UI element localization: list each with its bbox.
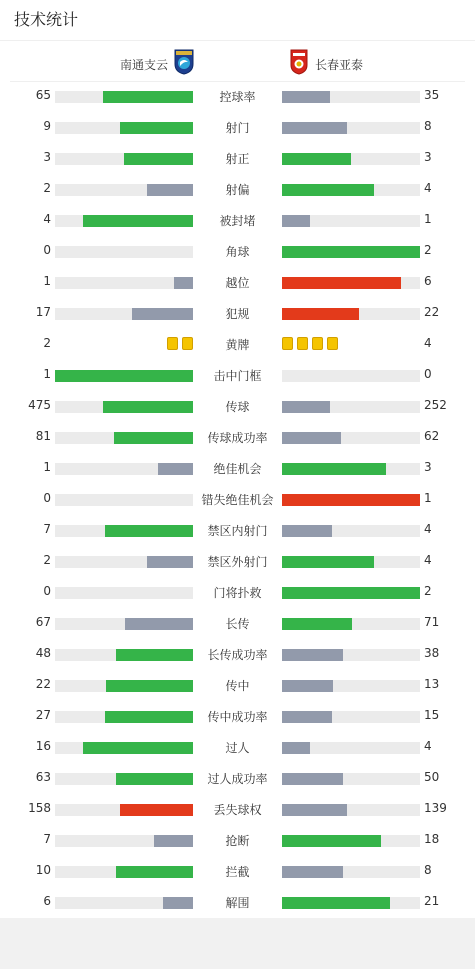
- stat-label: 传球: [225, 400, 250, 414]
- stat-row: [0, 391, 475, 422]
- stat-label: 射门: [225, 121, 250, 135]
- stat-label: 射偏: [225, 183, 250, 197]
- stat-row: [0, 825, 475, 856]
- away-stat-bar: [282, 773, 420, 785]
- away-stat-bar-fill: [282, 897, 390, 909]
- stat-row: [0, 763, 475, 794]
- home-stat-value: 2: [43, 553, 51, 567]
- away-team-name: 长春亚泰: [315, 57, 364, 72]
- home-stat-value: 27: [35, 708, 51, 722]
- away-stat-value: 4: [424, 336, 432, 350]
- home-stat-bar-fill: [124, 153, 193, 165]
- away-stat-bar-fill: [282, 773, 343, 785]
- home-stat-value: 63: [35, 770, 51, 784]
- away-stat-bar: [282, 494, 420, 506]
- away-stat-bar: [282, 680, 420, 692]
- yellow-card-icon: [282, 337, 293, 350]
- home-stat-bar: [55, 680, 193, 692]
- stat-row: [0, 298, 475, 329]
- away-stat-value: 3: [424, 150, 432, 164]
- away-stat-bar-fill: [282, 184, 374, 196]
- home-stat-bar-fill: [83, 215, 193, 227]
- away-stat-bar-fill: [282, 463, 386, 475]
- away-stat-value: 13: [424, 677, 440, 691]
- stat-label: 长传: [225, 617, 250, 631]
- home-stat-bar-fill: [163, 897, 193, 909]
- away-stat-bar-fill: [282, 401, 330, 413]
- away-stat-bar: [282, 122, 420, 134]
- away-stat-value: 252: [424, 398, 447, 412]
- away-stat-value: 3: [424, 460, 432, 474]
- home-stat-value: 158: [28, 801, 51, 815]
- stat-label: 绝佳机会: [213, 462, 262, 476]
- away-stat-value: 62: [424, 429, 440, 443]
- away-stat-value: 2: [424, 243, 432, 257]
- away-stat-bar-fill: [282, 835, 381, 847]
- stat-row: [0, 174, 475, 205]
- home-stat-value: 48: [35, 646, 51, 660]
- home-stat-bar: [55, 866, 193, 878]
- stat-row: [0, 515, 475, 546]
- away-stat-bar: [282, 91, 420, 103]
- home-stat-bar: [55, 184, 193, 196]
- away-stat-bar-fill: [282, 525, 332, 537]
- home-stat-bar: [55, 153, 193, 165]
- home-stat-value: 7: [43, 522, 51, 536]
- stat-label: 越位: [225, 276, 250, 290]
- stat-row: [0, 484, 475, 515]
- home-stat-bar: [55, 215, 193, 227]
- home-stat-value: 4: [43, 212, 51, 226]
- away-yellow-cards: [282, 337, 338, 350]
- home-stat-value: 10: [35, 863, 51, 877]
- home-stat-bar-fill: [147, 184, 193, 196]
- away-stat-value: 8: [424, 863, 432, 877]
- home-stat-bar-fill: [83, 742, 193, 754]
- home-stat-bar-fill: [147, 556, 193, 568]
- away-stat-bar-fill: [282, 246, 420, 258]
- away-stat-value: 139: [424, 801, 447, 815]
- away-team[interactable]: [289, 49, 363, 79]
- home-stat-bar: [55, 525, 193, 537]
- yellow-card-icon: [182, 337, 193, 350]
- stat-row: [0, 236, 475, 267]
- home-stat-value: 16: [35, 739, 51, 753]
- yellow-card-icon: [297, 337, 308, 350]
- stat-row: [0, 81, 475, 112]
- home-stat-bar: [55, 401, 193, 413]
- away-stat-bar: [282, 215, 420, 227]
- away-stat-bar-fill: [282, 587, 420, 599]
- away-stat-bar: [282, 835, 420, 847]
- home-stat-bar: [55, 618, 193, 630]
- stat-row: [0, 267, 475, 298]
- stat-row: [0, 329, 475, 360]
- away-stat-bar: [282, 277, 420, 289]
- stat-label: 解围: [225, 896, 250, 910]
- stat-label: 被封堵: [219, 214, 256, 228]
- away-stat-bar: [282, 742, 420, 754]
- away-stat-bar: [282, 370, 420, 382]
- stat-row: [0, 732, 475, 763]
- stat-label: 击中门框: [213, 369, 262, 383]
- home-stat-bar-fill: [158, 463, 193, 475]
- home-stat-bar: [55, 556, 193, 568]
- away-stat-bar: [282, 184, 420, 196]
- home-stat-bar-fill: [116, 773, 193, 785]
- home-stat-bar-fill: [103, 91, 193, 103]
- away-stat-value: 38: [424, 646, 440, 660]
- home-stat-bar: [55, 773, 193, 785]
- stat-row: [0, 453, 475, 484]
- away-stat-bar-fill: [282, 215, 310, 227]
- stat-row: [0, 422, 475, 453]
- stat-row: [0, 887, 475, 918]
- home-stat-bar: [55, 370, 193, 382]
- away-stat-bar-fill: [282, 742, 310, 754]
- home-stat-bar-fill: [154, 835, 193, 847]
- home-stat-bar-fill: [106, 680, 193, 692]
- stat-label: 抢断: [225, 834, 250, 848]
- away-stat-value: 22: [424, 305, 440, 319]
- away-stat-bar-fill: [282, 91, 330, 103]
- home-stat-value: 0: [43, 243, 51, 257]
- away-stat-bar: [282, 711, 420, 723]
- stat-row: [0, 608, 475, 639]
- away-stat-bar: [282, 866, 420, 878]
- away-stat-value: 6: [424, 274, 432, 288]
- home-stat-bar-fill: [116, 866, 193, 878]
- away-stat-bar-fill: [282, 122, 347, 134]
- away-stat-bar-fill: [282, 277, 401, 289]
- home-stat-value: 65: [35, 88, 51, 102]
- home-stat-bar: [55, 246, 193, 258]
- away-stat-value: 2: [424, 584, 432, 598]
- home-stat-bar: [55, 649, 193, 661]
- home-stat-value: 0: [43, 584, 51, 598]
- home-stat-bar: [55, 835, 193, 847]
- away-stat-value: 71: [424, 615, 440, 629]
- away-stat-value: 8: [424, 119, 432, 133]
- home-stat-bar-fill: [120, 804, 193, 816]
- home-stat-bar: [55, 432, 193, 444]
- changchun-yatai-crest-icon: [289, 49, 309, 79]
- home-stat-value: 9: [43, 119, 51, 133]
- stat-label: 角球: [225, 245, 250, 259]
- stat-label: 过人: [225, 741, 250, 755]
- away-stat-bar: [282, 556, 420, 568]
- home-stat-bar-fill: [116, 649, 193, 661]
- stat-row: [0, 546, 475, 577]
- stat-row: [0, 143, 475, 174]
- home-stat-bar: [55, 587, 193, 599]
- stat-label: 传中: [225, 679, 250, 693]
- home-stat-bar-fill: [125, 618, 193, 630]
- home-stat-bar: [55, 463, 193, 475]
- home-stat-bar: [55, 91, 193, 103]
- away-stat-value: 1: [424, 212, 432, 226]
- home-stat-bar: [55, 122, 193, 134]
- home-stat-bar-fill: [132, 308, 193, 320]
- away-stat-bar: [282, 804, 420, 816]
- stat-label: 门将扑救: [213, 586, 262, 600]
- stat-label: 禁区内射门: [207, 524, 268, 538]
- home-yellow-cards: [167, 337, 193, 350]
- teams-header: [0, 41, 475, 81]
- yellow-card-icon: [312, 337, 323, 350]
- away-stat-value: 4: [424, 739, 432, 753]
- away-stat-bar-fill: [282, 308, 359, 320]
- home-stat-value: 6: [43, 894, 51, 908]
- stat-label: 传中成功率: [207, 710, 268, 724]
- away-stat-value: 4: [424, 181, 432, 195]
- away-stat-bar-fill: [282, 649, 343, 661]
- stats-list: [0, 81, 475, 918]
- stat-label: 射正: [225, 152, 250, 166]
- home-stat-bar: [55, 711, 193, 723]
- home-stat-value: 1: [43, 367, 51, 381]
- stat-label: 丢失球权: [213, 803, 262, 817]
- away-stat-bar: [282, 153, 420, 165]
- away-stat-bar: [282, 463, 420, 475]
- home-stat-bar-fill: [55, 370, 193, 382]
- stat-label: 禁区外射门: [207, 555, 268, 569]
- stat-row: [0, 701, 475, 732]
- home-stat-value: 1: [43, 274, 51, 288]
- yellow-card-icon: [167, 337, 178, 350]
- home-team[interactable]: [120, 49, 194, 79]
- home-stat-bar-fill: [174, 277, 193, 289]
- home-stat-value: 475: [28, 398, 51, 412]
- away-stat-bar: [282, 525, 420, 537]
- home-stat-value: 2: [43, 336, 51, 350]
- home-stat-bar-fill: [103, 401, 193, 413]
- stat-label: 传球成功率: [207, 431, 268, 445]
- away-stat-bar: [282, 308, 420, 320]
- stat-label: 长传成功率: [207, 648, 268, 662]
- stat-row: [0, 205, 475, 236]
- home-stat-value: 0: [43, 491, 51, 505]
- stat-label: 犯规: [225, 307, 250, 321]
- away-stat-value: 4: [424, 522, 432, 536]
- away-stat-bar-fill: [282, 153, 351, 165]
- home-stat-value: 7: [43, 832, 51, 846]
- home-stat-value: 22: [35, 677, 51, 691]
- stat-row: [0, 856, 475, 887]
- away-stat-bar-fill: [282, 432, 341, 444]
- away-stat-bar-fill: [282, 494, 420, 506]
- away-stat-bar-fill: [282, 556, 374, 568]
- stat-label: 拦截: [225, 865, 250, 879]
- away-stat-value: 18: [424, 832, 440, 846]
- home-stat-bar: [55, 277, 193, 289]
- home-stat-bar: [55, 897, 193, 909]
- away-stat-bar-fill: [282, 804, 347, 816]
- away-stat-bar: [282, 587, 420, 599]
- home-stat-bar-fill: [114, 432, 193, 444]
- away-stat-value: 1: [424, 491, 432, 505]
- nantong-zhiyun-crest-icon: [174, 49, 194, 79]
- stat-label: 过人成功率: [207, 772, 268, 786]
- stat-label: 控球率: [219, 90, 256, 104]
- away-stat-value: 50: [424, 770, 440, 784]
- home-stat-bar-fill: [105, 525, 193, 537]
- away-stat-value: 21: [424, 894, 440, 908]
- home-stat-bar: [55, 494, 193, 506]
- away-stat-bar-fill: [282, 618, 352, 630]
- away-stat-bar-fill: [282, 680, 333, 692]
- away-stat-bar-fill: [282, 866, 343, 878]
- stat-row: [0, 639, 475, 670]
- home-stat-value: 67: [35, 615, 51, 629]
- home-team-name: 南通支云: [119, 57, 168, 72]
- away-stat-bar: [282, 649, 420, 661]
- home-stat-bar: [55, 804, 193, 816]
- stat-row: [0, 577, 475, 608]
- home-stat-value: 3: [43, 150, 51, 164]
- page-title: 技术统计: [14, 10, 79, 29]
- away-stat-value: 15: [424, 708, 440, 722]
- home-stat-value: 1: [43, 460, 51, 474]
- stat-row: [0, 794, 475, 825]
- away-stat-bar: [282, 897, 420, 909]
- away-stat-value: 0: [424, 367, 432, 381]
- stat-row: [0, 670, 475, 701]
- home-stat-bar: [55, 308, 193, 320]
- home-stat-bar: [55, 742, 193, 754]
- yellow-card-icon: [327, 337, 338, 350]
- away-stat-bar: [282, 618, 420, 630]
- away-stat-bar-fill: [282, 711, 332, 723]
- stat-label: 黄牌: [225, 338, 250, 352]
- home-stat-bar-fill: [105, 711, 193, 723]
- away-stat-bar: [282, 246, 420, 258]
- home-stat-bar-fill: [120, 122, 193, 134]
- stat-row: [0, 112, 475, 143]
- away-stat-value: 4: [424, 553, 432, 567]
- away-stat-bar: [282, 432, 420, 444]
- stat-row: [0, 360, 475, 391]
- home-stat-value: 81: [35, 429, 51, 443]
- home-stat-value: 2: [43, 181, 51, 195]
- away-stat-bar: [282, 401, 420, 413]
- home-stat-value: 17: [35, 305, 51, 319]
- away-stat-value: 35: [424, 88, 440, 102]
- stat-label: 错失绝佳机会: [201, 493, 274, 507]
